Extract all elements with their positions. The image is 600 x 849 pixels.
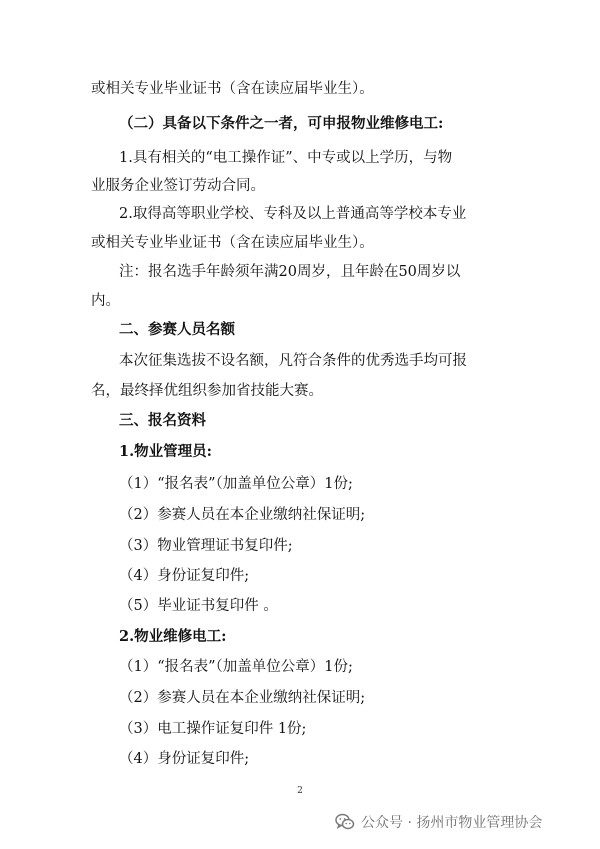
section-heading: 三、报名资料	[119, 412, 206, 429]
page-number: 2	[297, 786, 303, 796]
paragraph-line: 本次征集选拔不设名额，凡符合条件的优秀选手均可报	[119, 353, 467, 369]
note-line: 内。	[91, 293, 120, 309]
paragraph-line: 2.取得高等职业学校、专科及以上普通高等学校本专业	[119, 206, 467, 222]
wechat-icon	[335, 813, 355, 831]
paragraph-line: 或相关专业毕业证书（含在读应届毕业生）。	[91, 235, 374, 251]
subsection-heading: 1.物业管理员:	[119, 443, 212, 460]
watermark	[335, 811, 542, 833]
section-heading: 二、参赛人员名额	[119, 321, 235, 338]
list-item: （1）“报名表”（加盖单位公章）1份;	[119, 659, 353, 675]
subsection-heading: 2.物业维修电工:	[119, 628, 227, 645]
list-item: （4）身份证复印件;	[119, 751, 250, 767]
paragraph-line: 或相关专业毕业证书（含在读应届毕业生）。	[91, 81, 374, 97]
list-item: （3）物业管理证书复印件;	[119, 538, 293, 554]
paragraph-line: 业服务企业签订劳动合同。	[91, 178, 265, 194]
note-line: 注：报名选手年龄须年满20周岁，且年龄在50周岁以	[119, 264, 461, 280]
list-item: （2）参赛人员在本企业缴纳社保证明;	[119, 690, 366, 706]
list-item: （3）电工操作证复印件 1份;	[119, 721, 307, 737]
section-heading: （二）具备以下条件之一者，可申报物业维修电工:	[119, 115, 444, 132]
list-item: （5）毕业证书复印件 。	[119, 598, 278, 614]
watermark-text: 公众号 · 扬州市物业管理协会	[361, 815, 543, 831]
paragraph-line: 1.具有相关的“电工操作证”、中专或以上学历，与物	[119, 150, 453, 166]
paragraph-line: 名，最终择优组织参加省技能大赛。	[91, 383, 323, 399]
list-item: （1）“报名表”（加盖单位公章）1份;	[119, 476, 353, 492]
list-item: （2）参赛人员在本企业缴纳社保证明;	[119, 507, 366, 523]
list-item: （4）身份证复印件;	[119, 568, 250, 584]
